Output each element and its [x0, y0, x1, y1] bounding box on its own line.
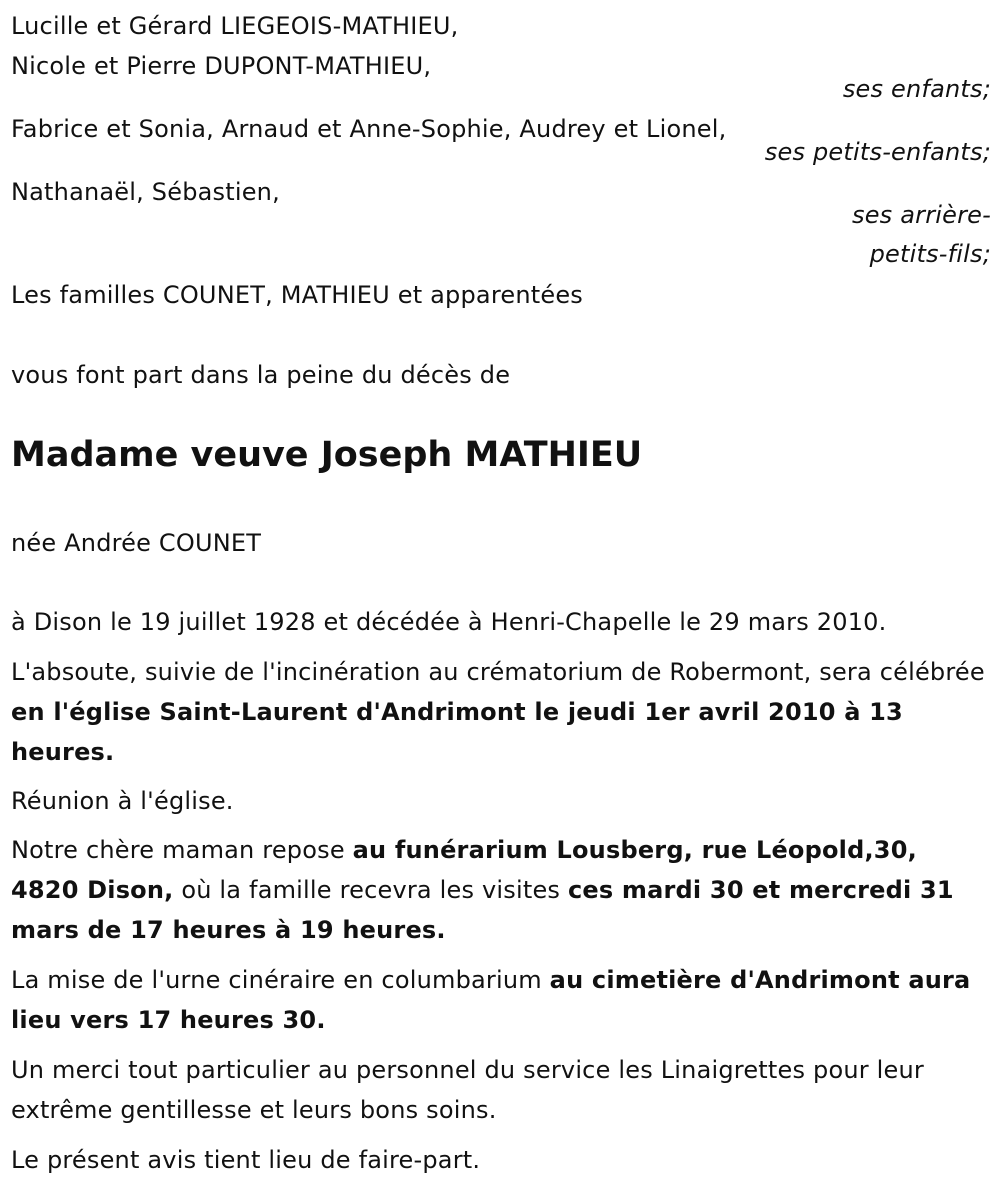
dates-line: à Dison le 19 juillet 1928 et décédée à Henri-Chapelle le 29 mars 2010.: [11, 608, 887, 636]
birth-name: née Andrée COUNET: [11, 529, 262, 557]
children-line-1: Lucille et Gérard LIEGEOIS-MATHIEU,: [11, 12, 459, 40]
children-role: ses enfants;: [842, 75, 991, 103]
families-line: Les familles COUNET, MATHIEU et apparentées: [11, 281, 583, 309]
deceased-name: Madame veuve Joseph MATHIEU: [11, 435, 643, 475]
grandchildren-line: Fabrice et Sonia, Arnaud et Anne-Sophie, Audrey et Lionel,: [11, 115, 727, 143]
urn-text: La mise de l'urne cinéraire en columbarium: [11, 966, 550, 994]
urn-paragraph: [11, 960, 989, 1040]
ceremony-location-time: en l'église Saint-Laurent d'Andrimont le jeudi 1er avril 2010 à 13 heures.: [11, 698, 903, 766]
reunion-line: Réunion à l'église.: [11, 787, 234, 815]
visitation-text-1: Notre chère maman repose: [11, 836, 353, 864]
urn-location-time: au cimetière d'Andrimont aura lieu vers 17 heures 30.: [11, 966, 971, 1034]
funeral-home-address: au funérarium Lousberg, rue Léopold,30, 4820 Dison,: [11, 836, 917, 904]
closing-line: Le présent avis tient lieu de faire-part.: [11, 1146, 481, 1174]
greatgrandchildren-line: Nathanaël, Sébastien,: [11, 178, 280, 206]
grandchildren-role: ses petits-enfants;: [764, 138, 991, 166]
visitation-paragraph: [11, 830, 989, 950]
intro-line: vous font part dans la peine du décès de: [11, 361, 511, 389]
visitation-text-2: où la famille recevra les visites: [173, 876, 568, 904]
greatgrandchildren-role-1: ses arrière-: [852, 201, 991, 229]
children-line-2: Nicole et Pierre DUPONT-MATHIEU,: [11, 52, 432, 80]
greatgrandchildren-role-2: petits-fils;: [869, 240, 991, 268]
visitation-times: ces mardi 30 et mercredi 31 mars de 17 heures à 19 heures.: [11, 876, 954, 944]
ceremony-paragraph: [11, 652, 989, 772]
thanks-paragraph: Un merci tout particulier au personnel du service les Linaigrettes pour leur extrême gentillesse et leurs bons soins.: [11, 1056, 924, 1124]
ceremony-text: L'absoute, suivie de l'incinération au crématorium de Robermont, sera célébrée: [11, 658, 985, 686]
